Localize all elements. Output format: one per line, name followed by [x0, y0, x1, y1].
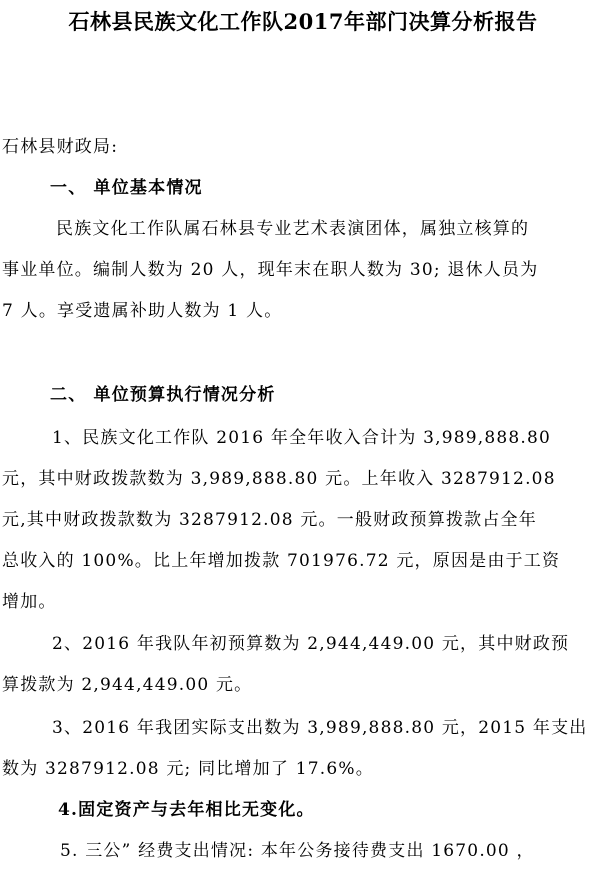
document-title: 石林县民族文化工作队2017年部门决算分析报告	[68, 9, 538, 34]
section-2-paragraph-line: 增加。	[2, 592, 57, 612]
section-2-heading: 二、 单位预算执行情况分析	[50, 385, 276, 405]
item-4-heading: 4.固定资产与去年相比无变化。	[58, 800, 315, 820]
item-5-line: 5. 三公” 经费支出情况: 本年公务接待费支出 1670.00 ，	[60, 841, 535, 861]
section-1-paragraph-line: 事业单位。编制人数为 20 人，现年末在职人数为 30; 退休人员为	[2, 260, 539, 280]
section-2-paragraph-line: 数为 3287912.08 元; 同比增加了 17.6%。	[2, 759, 374, 779]
section-2-paragraph-line: 总收入的 100%。比上年增加拨款 701976.72 元，原因是由于工资	[2, 551, 561, 571]
section-2-paragraph-line: 算拨款为 2,944,449.00 元。	[2, 675, 253, 695]
section-1-heading: 一、 单位基本情况	[50, 178, 203, 198]
section-1-paragraph-line: 民族文化工作队属石林县专业艺术表演团体，属独立核算的	[56, 219, 530, 239]
section-2-paragraph-line: 2、2016 年我队年初预算数为 2,944,449.00 元，其中财政预	[52, 634, 570, 654]
section-2-paragraph-line: 元，其中财政拨款数为 3,989,888.80 元。上年收入 3287912.08	[2, 469, 556, 489]
section-2-paragraph-line: 元,其中财政拨款数为 3287912.08 元。一般财政预算拨款占全年	[2, 510, 537, 530]
section-2-paragraph-line: 1、民族文化工作队 2016 年全年收入合计为 3,989,888.80	[52, 428, 552, 448]
recipient-line: 石林县财政局:	[2, 137, 119, 157]
section-1-paragraph-line: 7 人。享受遗属补助人数为 1 人。	[2, 301, 283, 321]
section-2-paragraph-line: 3、2016 年我团实际支出数为 3,989,888.80 元，2015 年支出	[52, 718, 588, 738]
